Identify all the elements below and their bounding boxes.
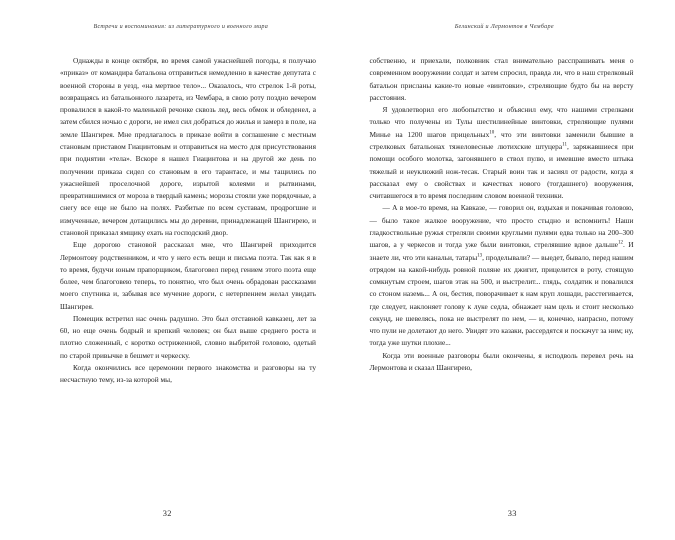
- page-number-right: 33: [507, 509, 517, 518]
- running-head-left: Встречи и воспоминания: из литературного и военного мира: [93, 24, 269, 30]
- footnote-marker[interactable]: 13: [477, 253, 483, 259]
- page-right: [338, 0, 675, 540]
- paragraph: Еще дорогою становой рассказал мне, что Шангирей приходится Лермонтову родственником, и что у него есть вещи и письма поэта. Так как я в то время, будучи юным прапорщиком, благоговел перед гением этого поэта еще более, чем благоговею теперь, то понятно, что был очень обрадован рассказами моего спутника и, забывая все мучение дороги, с нетерпением желал увидать Шангирея.: [60, 240, 316, 311]
- body-text-left: [60, 55, 316, 387]
- paragraph: собственно, и приехали, полковник стал внимательно расспрашивать меня о современном вооружении солдат и затем спросил, правда ли, что в наш стрелковый батальон присланы какие-то новые «винтовки», стреляющие будто бы на версту расстояния.: [369, 56, 634, 102]
- footnote-marker[interactable]: 10: [489, 130, 495, 136]
- paragraph: Однажды в конце октября, во время самой ужаснейшей погоды, я получаю «приказ» от командира батальона отправиться немедленно в качестве депутата с военной стороны в уезд, «на мертвое тело»... Оказалось, что стрелок 1-й роты, возвращаясь из батальонного лазарета, из Чембара, в свою роту поздно вечером провалился в какой-то маленькой речонке сквозь лед, весь обмок и обледенел, а затем сбился ночью с дороги, не имел сил добраться до жилья и замерз в поле, на земле Шангирея. Мне предлагалось в приказе войти в соглашение с местным становым приставом Гиацинтовым и отправиться на место для присутствования при поднятии «тела». Вскоре я нашел Гиацинтова и на другой же день по получении приказа сидел со становым в его тарантасе, и мы тащились по ужаснейшей проселочной дороге, изрытой колеями и рытвинами, превратившимися от мороза в твердый камень; морозы стояли уже порядочные, а снегу все еще не было на полях. Разбитые по всем суставам, продрогшие и измученные, вечером дотащились мы до деревни, принадлежащей Шангирею, и становой приказал ямщику ехать на господский двор.: [60, 56, 316, 237]
- paragraph: — А в мое-то время, на Кавказе, — говорил он, вздыхая и покачивая головою, — было такое жалкое вооружение, что просто стыдно и вспомнить! Наши гладкоствольные ружья стреляли своими круглыми пулями едва только на 200–300 шагов, а у черкесов и тогда уже были винтовки, стрелявшие вдвое дальше$^{12}$. И знаете ли, что эти канальи, татары$^{13}$, проделывали? — выедет, бывало, перед нашим отрядом на какой-нибудь ровной поляне их джигит, прицелится в роту, стоящую сомкнутым строем, шагов этак на 500, и выстрелит... глядь, солдатик и повалился со стоном наземь... А он, бестия, поворачивает к нам круп лошади, расстегивается, где следует, наклоняет голову к луке седла, обнажает нам цель и стоит несколько секунд, не шевелясь, пока не выстрелят по нем, — и, конечно, напрасно, потому что пули не долетают до него. Увидят это казаки, рассердятся и поскачут за ним; ну, тогда уже шутки плохие...: [369, 203, 634, 348]
- footnote-marker[interactable]: 12: [618, 240, 624, 246]
- paragraph: Помещик встретил нас очень радушно. Это был отставной кавказец, лет за 60, но еще очень бодрый и крепкий человек; он был выше среднего роста и плотно сложенный, с коротко остриженной, словно выбритой головою, одетый по старой привычке в бешмет и черкеску.: [60, 313, 316, 360]
- footnote-marker[interactable]: 11: [562, 142, 567, 148]
- page-number-left: 32: [162, 509, 172, 518]
- running-head-right: Белинский и Лермонтов в Чембаре: [454, 24, 554, 30]
- paragraph: Я удовлетворил его любопытство и объяснил ему, что нашими стрелками только что получены из Тулы шестилинейные винтовки, стреляющие пулями Минье на 1200 шагов прицельных$^{10}$, что эти винтовки заменили бывшие в стрелковых батальонах тяжеловесные лютихские штуцера$^{11}$, заряжавшиеся при помощи особого молотка, загонявшего в ствол пулю, и имевшие вместо штыка тяжелый и неуклюжий нож-тесак. Старый воин так и засиял от радости, когда я рассказал ему о свойствах и качествах нового (тогдашнего) вооружения, считавшегося в то время последним словом военной техники.: [369, 105, 634, 201]
- body-text-right: [370, 55, 634, 374]
- paragraph: Когда эти военные разговоры были окончены, я исподволь перевел речь на Лермонтова и сказал Шангирею,: [369, 350, 634, 373]
- paragraph: Когда окончились все церемонии первого знакомства и разговоры на ту несчастную тему, из-за которой мы,: [60, 363, 316, 385]
